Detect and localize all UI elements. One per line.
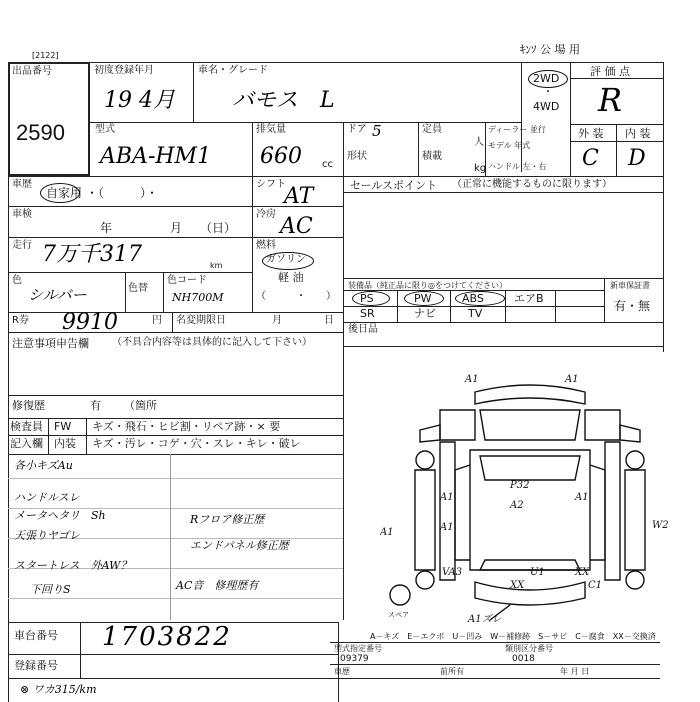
bottom-field-2: 前所有 (440, 667, 464, 676)
model-designation-label: 型式指定番号 (334, 644, 382, 653)
note-right-1: Rフロア修正歴 (190, 513, 265, 526)
diagram-mark-a1-left-upper: A1 (440, 492, 454, 503)
mileage-unit: km (210, 261, 223, 270)
note-2: ハンドルスレ (14, 491, 80, 504)
model-value: ABA-HM1 (100, 144, 212, 169)
int-label: 内 装 (625, 127, 651, 140)
color-value: シルバー (28, 286, 87, 304)
capacity-unit: 人 (474, 137, 484, 148)
history-options: ・（ ）・ (86, 186, 159, 200)
chassis-value: 1703822 (102, 622, 232, 652)
color-code-value: NH700M (172, 291, 224, 304)
recycle-label: R券 (12, 315, 29, 326)
repair-label: 修復歴 (12, 399, 45, 412)
equipment-sr: SR (360, 307, 375, 320)
inspector-label: 検査員 (10, 420, 43, 433)
int-grade: D (628, 146, 646, 171)
history-label: 車歴 (12, 179, 32, 190)
fuel-paren: （ ・ ） (256, 291, 336, 302)
inspector-fw: FW (54, 420, 72, 433)
lot-box (8, 62, 90, 176)
sheet-code: [2122] (32, 51, 59, 60)
chassis-label: 車台番号 (14, 629, 58, 642)
note-1: 各小キズAu (14, 459, 73, 472)
car-name-label: 車名・グレード (198, 65, 268, 76)
warranty-value: 有・無 (614, 299, 651, 313)
diagram-mark-a2: A2 (510, 500, 524, 511)
history-value: 自家用 (46, 186, 83, 200)
shape-label: 形状 (347, 151, 367, 162)
diagram-mark-va3: VA3 (442, 567, 463, 578)
diagram-mark-w2: W2 (652, 520, 669, 531)
grade-label: 評 価 点 (590, 65, 630, 78)
diagram-mark-a1-front-left: A1 (465, 374, 479, 385)
drive-2wd: 2WD (533, 72, 560, 85)
shaken-label: 車検 (12, 209, 32, 220)
note-6: 下回りS (30, 583, 71, 596)
diagram-mark-xx-rear: XX (510, 580, 525, 591)
lot-number: 2590 (16, 120, 65, 145)
recycle-value: 9910 (62, 310, 118, 335)
doors-value: 5 (372, 122, 382, 140)
retrofit-label: 後日品 (348, 324, 378, 335)
name-change-day: 日 (324, 315, 334, 326)
recycle-unit: 円 (152, 315, 162, 326)
diagram-spare: スペア (388, 611, 409, 619)
fuel-label: 燃料 (256, 240, 276, 251)
entry-label: 記入欄 (10, 437, 43, 450)
note-4: 天張りヤゴレ (14, 529, 80, 542)
capacity-label: 定員 (422, 124, 442, 135)
equipment-tv: TV (468, 307, 483, 320)
diagram-mark-xx-right: XX (575, 567, 590, 578)
shaken-day: （日） (200, 221, 237, 235)
diagram-mark-a1-front-right: A1 (565, 374, 579, 385)
shift-label: シフト (256, 179, 286, 190)
mileage-label: 走行 (12, 240, 32, 251)
diagram-mark-a1-left-lower: A1 (440, 522, 454, 533)
name-change-label: 名変期限日 (176, 315, 226, 326)
car-name-value: バモス L (232, 88, 335, 113)
inspector-row1: キズ・飛石・ヒビ割・リペア跡・× 要 (92, 420, 281, 433)
diagram-mark-p32: P32 (510, 480, 530, 491)
lot-label: 出品番号 (12, 66, 52, 77)
sales-point-sub: （正常に機能するものに限ります） (452, 179, 612, 190)
bottom-field-1: 車歴 (334, 667, 350, 676)
note-5: スタートレス 外AW？ (14, 559, 132, 572)
drive-4wd: 4WD (533, 100, 560, 113)
displacement-value: 660 (260, 144, 302, 169)
handle-label: ハンドル 左・右 (488, 162, 547, 171)
model-label: 型式 (95, 124, 115, 135)
repair-paren: （箇所 (124, 399, 157, 412)
ac-label: 冷房 (256, 209, 276, 220)
dealer-label: ディーラー 並行 (488, 125, 546, 134)
category-no-value: 0018 (512, 654, 535, 664)
note-right-3: AC音 修理歴有 (176, 579, 259, 592)
shaken-year: 年 (100, 221, 113, 235)
first-reg-value: 19 4月 (104, 88, 175, 113)
load-label: 積載 (422, 151, 442, 162)
displacement-unit: cc (322, 159, 333, 170)
grade-value: R (598, 81, 623, 119)
model-designation-value: 09379 (340, 654, 369, 664)
diagram-mark-a1-right: A1 (575, 492, 589, 503)
caution-label: 注意事項申告欄 (12, 337, 89, 350)
shift-value: AT (284, 184, 314, 209)
equipment-pw: PW (414, 292, 432, 305)
displacement-label: 排気量 (256, 124, 286, 135)
bottom-field-3: 年 月 日 (560, 667, 590, 676)
category-no-label: 類別区分番号 (505, 644, 553, 653)
mileage-value: 7万千317 (42, 242, 142, 267)
equipment-abs: ABS (462, 292, 484, 305)
car-diagram (380, 370, 680, 630)
inspector-naiso: 内装 (54, 437, 76, 450)
name-change-month: 月 (272, 315, 282, 326)
note-3: メータヘタリ Sh (14, 509, 106, 522)
fuel-gasoline: ガソリン (266, 254, 306, 265)
drive-dot: ・ (543, 87, 553, 98)
fuel-diesel: 軽 油 (278, 271, 304, 284)
repair-has: 有 (90, 399, 101, 412)
bottom-note: ⊗ ワカ315/km (20, 683, 97, 696)
caution-sub: （不具合内容等は具体的に記入して下さい） (112, 337, 312, 348)
equipment-label: 装備品（純正品に限り◎をつけてください） (348, 281, 507, 290)
note-right-2: エンドパネル修正歴 (190, 539, 289, 552)
diagram-mark-u1: U1 (530, 567, 545, 578)
color-change-label: 色替 (128, 283, 148, 294)
diagram-mark-a1-zure: A1ズレ (468, 614, 502, 625)
model-year-label: モデル 年式 (488, 141, 531, 150)
ac-value: AC (280, 214, 313, 239)
diagram-mark-a1-left-door: A1 (380, 527, 394, 538)
equipment-ps: PS (360, 292, 374, 305)
ext-grade: C (582, 146, 599, 171)
diagram-mark-c1: C1 (588, 580, 603, 591)
sales-point-label: セールスポイント (350, 179, 438, 192)
color-label: 色 (12, 275, 22, 286)
warranty-label: 新車保証書 (610, 281, 650, 290)
shaken-month: 月 (170, 221, 183, 235)
first-reg-label: 初度登録年月 (94, 65, 154, 76)
load-unit: kg (474, 163, 487, 174)
doors-label: ドア (347, 124, 367, 135)
header-right: ｷﾝｿ 公 場 用 (520, 43, 580, 56)
ext-label: 外 装 (578, 127, 604, 140)
equipment-navi: ナビ (414, 307, 436, 320)
damage-legend: A－キズ E－エクボ U－凹み W－補修跡 S－サビ C－腐食 XX－交換済 (370, 632, 656, 641)
reg-no-label: 登録番号 (14, 659, 58, 672)
color-code-label: 色コード (167, 275, 207, 286)
equipment-airbag: エアB (514, 292, 544, 305)
inspector-row2: キズ・汚レ・コゲ・穴・スレ・キレ・破レ (92, 437, 301, 450)
